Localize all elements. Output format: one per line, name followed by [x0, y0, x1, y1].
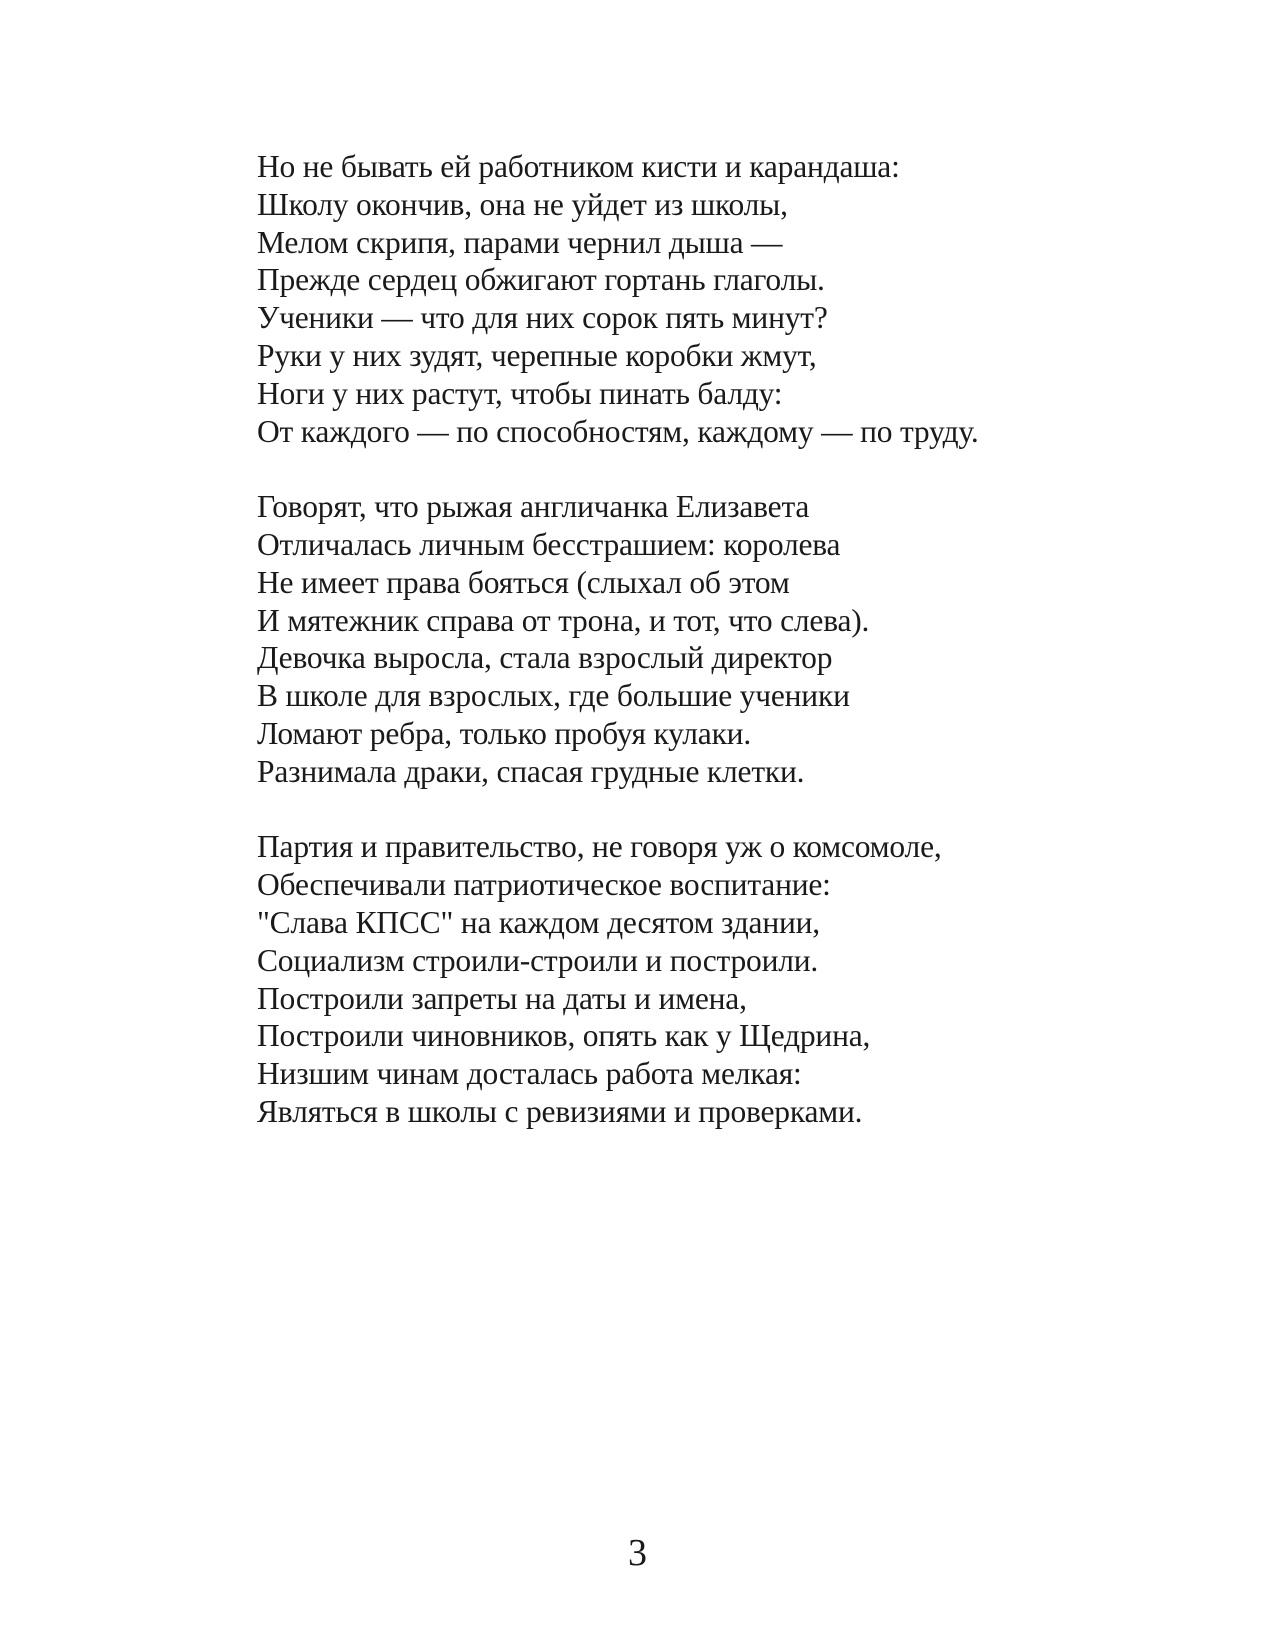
poem-line: Руки у них зудят, черепные коробки жмут,: [257, 337, 817, 373]
poem-line: Ломают ребра, только пробуя кулаки.: [257, 715, 752, 751]
page-number: 3: [628, 1532, 647, 1574]
poem-line: Обеспечивали патриотическое воспитание:: [257, 867, 831, 903]
poem-line: Построили чиновников, опять как у Щедрина,: [257, 1018, 871, 1054]
poem-line: И мятежник справа от трона, и тот, что слева).: [257, 602, 870, 638]
poem-line: Отличалась личным бесстрашием: королева: [257, 526, 841, 562]
poem-line: В школе для взрослых, где большие ученики: [257, 678, 850, 714]
poem-line: Низшим чинам досталась работа мелкая:: [257, 1056, 802, 1092]
poem-line: Мелом скрипя, парами чернил дыша —: [257, 224, 783, 260]
poem-body: [257, 148, 1157, 1169]
poem-line: Прежде сердец обжигают гортань глаголы.: [257, 262, 825, 298]
poem-line: Не имеет права бояться (слыхал об этом: [257, 564, 790, 600]
stanza-1: [257, 148, 1157, 450]
stanza-2: [257, 488, 1157, 790]
poem-line: От каждого — по способностям, каждому — по труду.: [257, 413, 979, 449]
poem-line: "Слава КПСС" на каждом десятом здании,: [257, 904, 820, 940]
poem-line: Ученики — что для них сорок пять минут?: [257, 300, 828, 336]
poem-line: Школу окончив, она не уйдет из школы,: [257, 186, 788, 222]
poem-line: Партия и правительство, не говоря уж о комсомоле,: [257, 829, 942, 865]
stanza-3: [257, 828, 1157, 1130]
poem-line: Разнимала драки, спасая грудные клетки.: [257, 753, 805, 789]
poem-line: Но не бывать ей работником кисти и карандаша:: [257, 149, 900, 184]
poem-line: Девочка выросла, стала взрослый директор: [257, 640, 833, 676]
poem-line: Говорят, что рыжая англичанка Елизавета: [257, 489, 810, 525]
poem-line: Ноги у них растут, чтобы пинать балду:: [257, 375, 783, 411]
poem-line: Социализм строили-строили и построили.: [257, 942, 819, 978]
poem-line: Являться в школы с ревизиями и проверками.: [257, 1093, 863, 1129]
poem-line: Построили запреты на даты и имена,: [257, 980, 747, 1016]
